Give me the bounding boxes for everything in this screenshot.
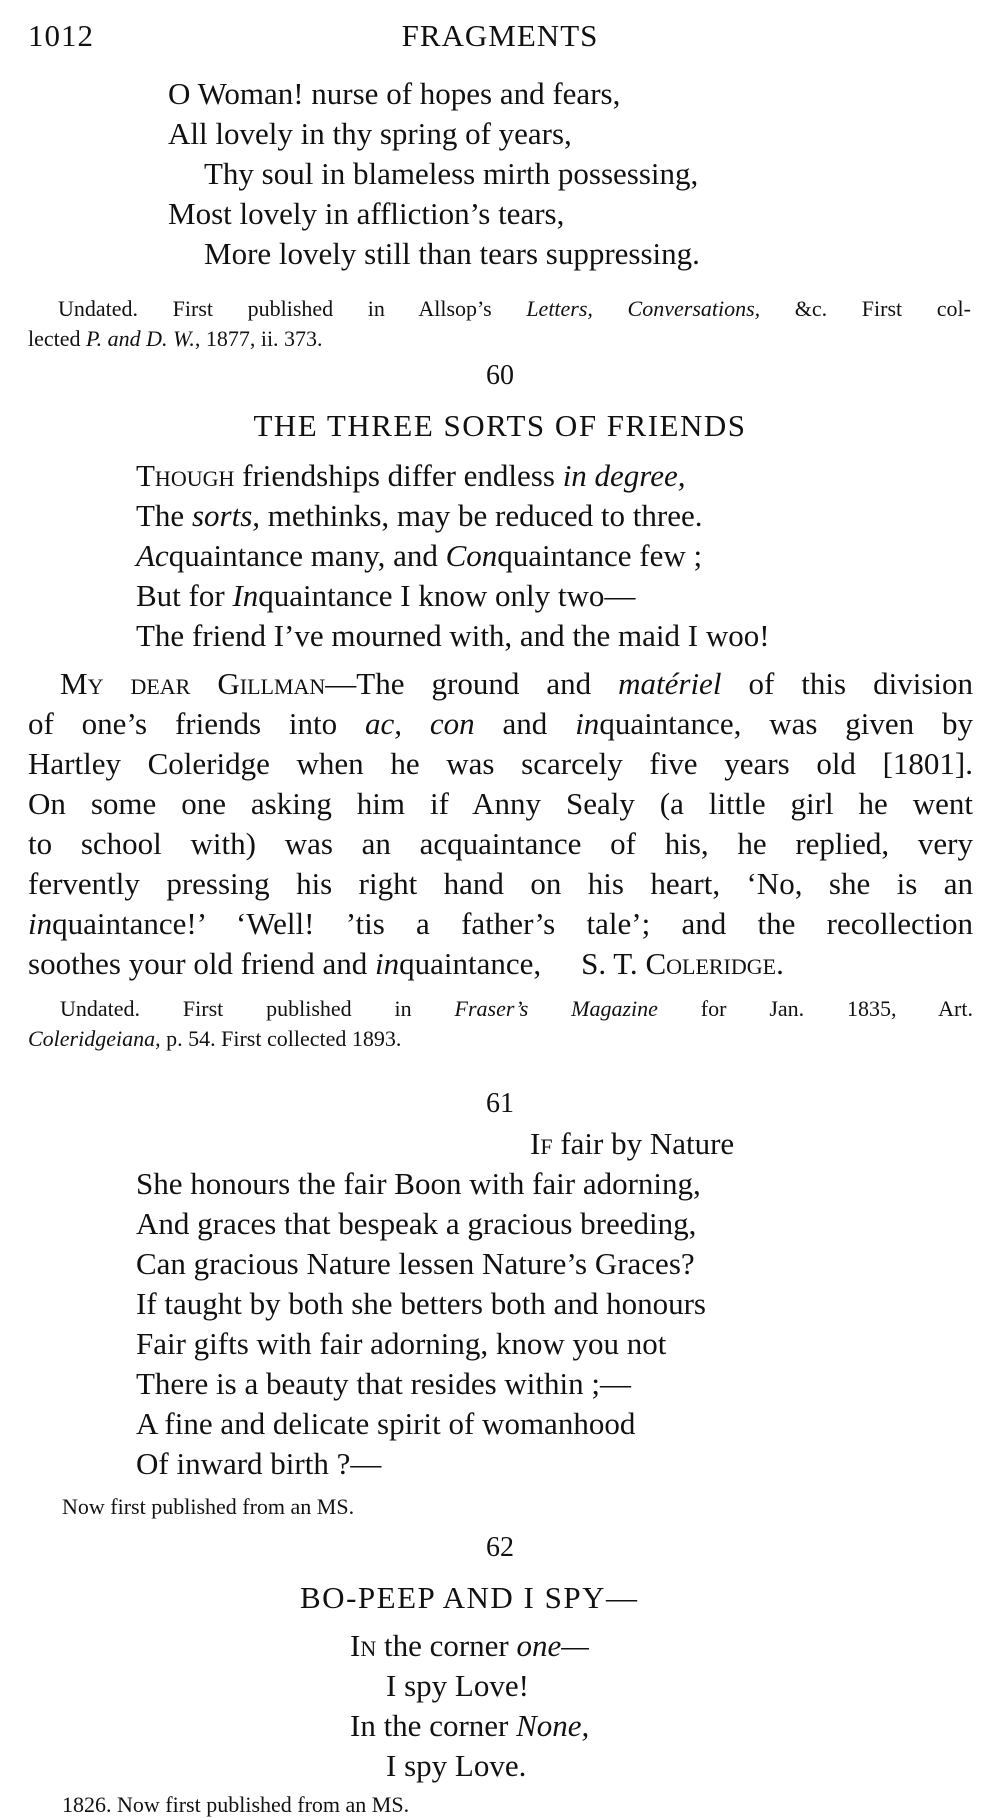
verse-line: The friend I’ve mourned with, and the maid I woo! — [136, 618, 770, 653]
letter-line: fervently pressing his right hand on his heart, ‘No, she is an — [28, 866, 973, 901]
poem-title: THE THREE SORTS OF FRIENDS — [253, 408, 747, 443]
verse-line: Acquaintance many, and Conquaintance few ; — [136, 538, 703, 573]
verse-line: Thy soul in blameless mirth possessing, — [204, 156, 699, 191]
verse-line: If taught by both she betters both and honours — [136, 1286, 706, 1321]
poem-number: 62 — [486, 1532, 514, 1563]
page-number: 1012 — [28, 18, 94, 53]
verse-line: All lovely in thy spring of years, — [168, 116, 572, 151]
letter-line: of one’s friends into ac, con and inquaintance, was given by — [28, 706, 973, 741]
editorial-note: Now first published from an MS. — [62, 1494, 355, 1519]
verse-line: But for Inquaintance I know only two— — [136, 578, 636, 613]
verse-line: She honours the fair Boon with fair adorning, — [136, 1166, 701, 1201]
verse-line: In the corner None, — [350, 1708, 590, 1743]
letter-line: soothes your old friend and inquaintance, S. T. Coleridge. — [28, 946, 784, 981]
verse-line: The sorts, methinks, may be reduced to three. — [136, 498, 703, 533]
letter-line: On some one asking him if Anny Sealy (a little girl he went — [28, 786, 973, 821]
poem-number: 60 — [486, 360, 514, 391]
editorial-note: 1826. Now first published from an MS. — [62, 1792, 410, 1817]
letter-line: inquaintance!’ ‘Well! ’tis a father’s tale’; and the recollection — [28, 906, 973, 941]
verse-line: Of inward birth ?— — [136, 1446, 382, 1481]
verse-line: If fair by Nature — [530, 1126, 735, 1161]
editorial-note: Undated. First published in Allsop’s Letters, Conversations, &c. First col- — [58, 296, 971, 321]
verse-line: I spy Love! — [386, 1668, 529, 1703]
verse-line: O Woman! nurse of hopes and fears, — [168, 76, 621, 111]
verse-line: I spy Love. — [386, 1748, 527, 1783]
verse-line: Though friendships differ endless in degree, — [136, 458, 686, 493]
verse-line: In the corner one— — [350, 1628, 589, 1663]
letter-line: to school with) was an acquaintance of his, he replied, very — [28, 826, 973, 861]
verse-line: Can gracious Nature lessen Nature’s Graces? — [136, 1246, 695, 1281]
poem-title: BO-PEEP AND I SPY— — [300, 1580, 639, 1615]
running-title: FRAGMENTS — [401, 18, 599, 53]
verse-line: There is a beauty that resides within ;— — [136, 1366, 632, 1401]
poem-number: 61 — [486, 1088, 514, 1119]
verse-line: And graces that bespeak a gracious breeding, — [136, 1206, 697, 1241]
editorial-note-cont: Coleridgeiana, p. 54. First collected 1893. — [28, 1026, 402, 1051]
verse-line: Most lovely in affliction’s tears, — [168, 196, 565, 231]
letter-line: My dear Gillman—The ground and matériel of this division — [60, 666, 973, 701]
verse-line: Fair gifts with fair adorning, know you not — [136, 1326, 667, 1361]
verse-line: More lovely still than tears suppressing. — [204, 236, 700, 271]
letter-line: Hartley Coleridge when he was scarcely five years old [1801]. — [28, 746, 973, 781]
editorial-note-cont: lected P. and D. W., 1877, ii. 373. — [28, 326, 323, 351]
editorial-note: Undated. First published in Fraser’s Magazine for Jan. 1835, Art. — [60, 996, 973, 1021]
verse-line: A fine and delicate spirit of womanhood — [136, 1406, 636, 1441]
